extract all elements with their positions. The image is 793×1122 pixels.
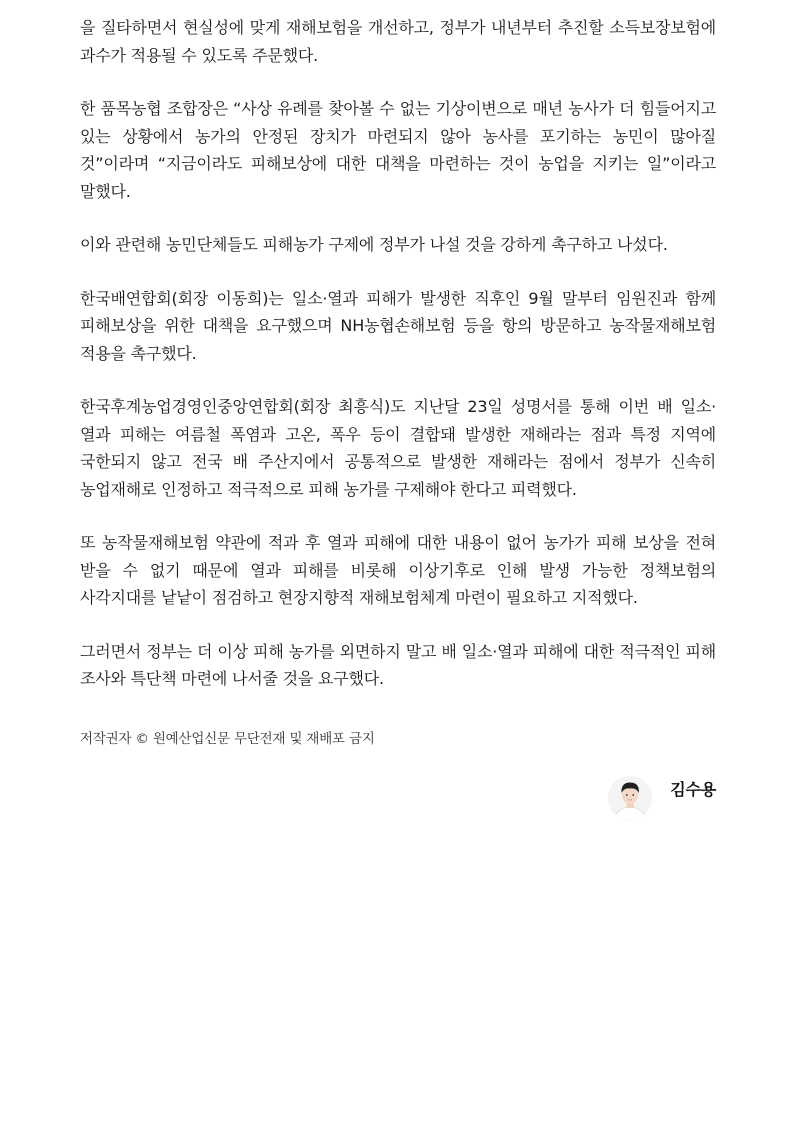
article-paragraph: 그러면서 정부는 더 이상 피해 농가를 외면하지 말고 배 일소·열과 피해에 대한 적극적인 피해 조사와 특단책 마련에 나서줄 것을 요구했다. <box>80 641 716 688</box>
article-paragraph: 을 질타하면서 현실성에 맞게 재해보험을 개선하고, 정부가 내년부터 추진할 소득보장보험에 과수가 적용될 수 있도록 주문했다. <box>80 18 716 65</box>
article-paragraph: 한 품목농협 조합장은 “사상 유례를 찾아볼 수 없는 기상이변으로 매년 농사가 더 힘들어지고 있는 상황에서 농가의 안정된 장치가 마련되지 않아 농사를 포기하는 농민이 많아질 것”이라며 “지금이라도 피해보상에 대한 대책을 마련하는 것이 농업을 지키는 일”이라고 말했다. <box>80 99 716 201</box>
article-paragraph: 한국배연합회(회장 이동희)는 일소·열과 피해가 발생한 직후인 9월 말부터 임원진과 함께 피해보상을 위한 대책을 요구했으며 NH농협손해보험 등을 항의 방문하고 농작물재해보험 적용을 촉구했다. <box>80 288 716 363</box>
copyright-notice: 저작권자 © 원예산업신문 무단전재 및 재배포 금지 <box>80 731 375 747</box>
author-byline[interactable] <box>608 776 716 820</box>
reporter-photo-icon <box>608 776 652 820</box>
author-name[interactable]: 김수용 <box>670 780 716 799</box>
article-paragraph: 이와 관련해 농민단체들도 피해농가 구제에 정부가 나설 것을 강하게 촉구하고 나섰다. <box>80 235 668 254</box>
article-body <box>80 14 716 719</box>
article-paragraph: 한국후계농업경영인중앙연합회(회장 최흥식)도 지난달 23일 성명서를 통해 이번 배 일소·열과 피해는 여름철 폭염과 고온, 폭우 등이 결합돼 발생한 재해라는 점과 특정 지역에 국한되지 않고 전국 배 주산지에서 공통적으로 발생한 재해라는 점에서 정부가 신속히 농업재해로 인정하고 적극적으로 피해 농가를 구제해야 한다고 피력했다. <box>80 397 716 499</box>
article-paragraph: 또 농작물재해보험 약관에 적과 후 열과 피해에 대한 내용이 없어 농가가 피해 보상을 전혀 받을 수 없기 때문에 열과 피해를 비롯해 이상기후로 인해 발생 가능한 정책보험의 사각지대를 낱낱이 점검하고 현장지향적 재해보험체계 마련이 필요하고 지적했다. <box>80 533 716 607</box>
